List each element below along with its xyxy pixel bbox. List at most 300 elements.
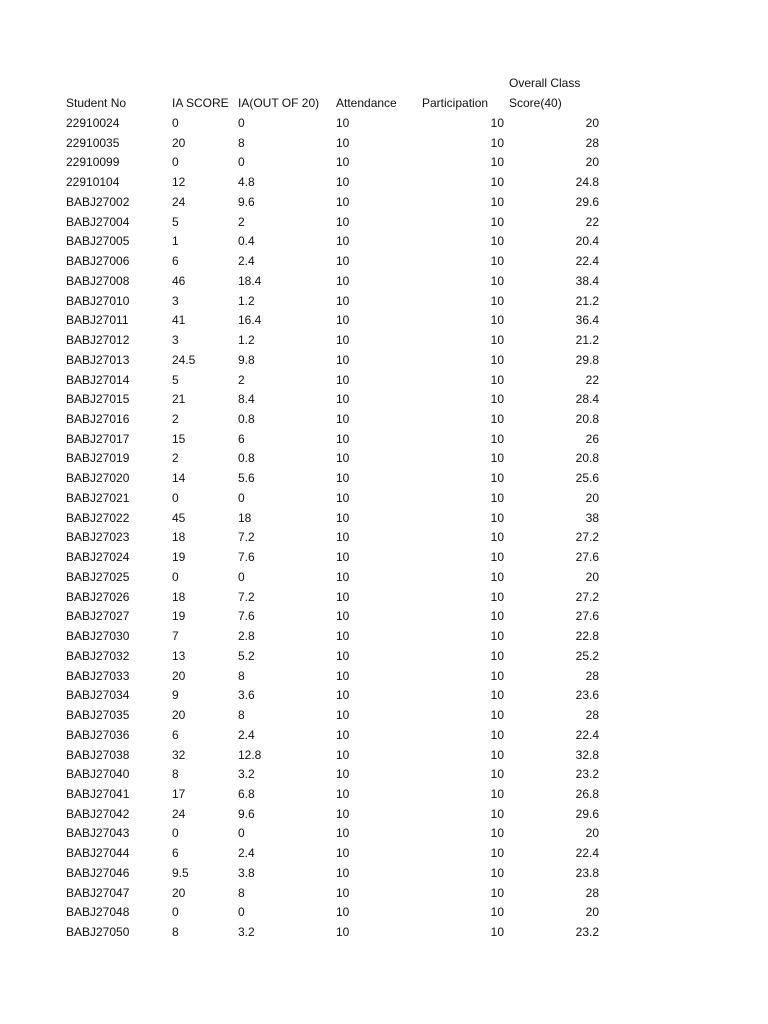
cell-student-no: BABJ27004 [66, 214, 130, 229]
cell-student-no: 22910104 [66, 175, 120, 190]
cell-ia-out-of-20: 2 [238, 372, 245, 387]
cell-ia-out-of-20: 9.6 [238, 194, 255, 209]
cell-attendance: 10 [336, 806, 350, 821]
table-row [66, 371, 626, 391]
table-row [66, 272, 626, 292]
cell-ia-out-of-20: 2.4 [238, 727, 255, 742]
cell-overall-score: 23.2 [575, 767, 599, 782]
cell-student-no: BABJ27040 [66, 767, 130, 782]
table-row [66, 153, 626, 173]
cell-overall-score: 20 [585, 905, 599, 920]
cell-student-no: BABJ27041 [66, 786, 130, 801]
cell-student-no: BABJ27016 [66, 412, 130, 427]
cell-ia-out-of-20: 6 [238, 431, 245, 446]
cell-ia-score: 21 [172, 392, 186, 407]
table-row [66, 686, 626, 706]
cell-ia-score: 0 [172, 826, 179, 841]
cell-ia-out-of-20: 1.2 [238, 293, 255, 308]
cell-attendance: 10 [336, 135, 350, 150]
cell-student-no: BABJ27044 [66, 846, 130, 861]
cell-participation: 10 [490, 510, 504, 525]
table-row [66, 390, 626, 410]
cell-ia-score: 8 [172, 767, 179, 782]
cell-overall-score: 28 [585, 668, 599, 683]
cell-ia-out-of-20: 0 [238, 490, 245, 505]
header-ia-score: IA SCORE [172, 96, 229, 110]
cell-attendance: 10 [336, 392, 350, 407]
table-row [66, 844, 626, 864]
cell-ia-score: 18 [172, 530, 186, 545]
cell-ia-score: 5 [172, 372, 179, 387]
cell-ia-out-of-20: 7.2 [238, 589, 255, 604]
cell-ia-out-of-20: 4.8 [238, 175, 255, 190]
cell-student-no: 22910024 [66, 116, 120, 130]
cell-participation: 10 [490, 273, 504, 288]
cell-attendance: 10 [336, 490, 350, 505]
cell-ia-score: 20 [172, 885, 186, 900]
cell-ia-score: 46 [172, 273, 186, 288]
cell-ia-score: 3 [172, 293, 179, 308]
table-row [66, 746, 626, 766]
cell-attendance: 10 [336, 865, 350, 880]
header-attendance: Attendance [336, 96, 397, 110]
cell-attendance: 10 [336, 629, 350, 644]
cell-overall-score: 26 [585, 431, 599, 446]
cell-attendance: 10 [336, 451, 350, 466]
cell-ia-score: 5 [172, 214, 179, 229]
cell-student-no: BABJ27042 [66, 806, 130, 821]
cell-attendance: 10 [336, 846, 350, 861]
cell-ia-score: 1 [172, 234, 179, 249]
cell-participation: 10 [490, 333, 504, 348]
cell-attendance: 10 [336, 885, 350, 900]
table-row [66, 292, 626, 312]
table-row [66, 509, 626, 529]
cell-student-no: BABJ27043 [66, 826, 130, 841]
cell-overall-score: 22 [585, 372, 599, 387]
table-body [66, 114, 626, 943]
table-row [66, 568, 626, 588]
table-row [66, 252, 626, 272]
cell-overall-score: 22.4 [575, 254, 599, 269]
cell-participation: 10 [490, 490, 504, 505]
cell-attendance: 10 [336, 747, 350, 762]
cell-participation: 10 [490, 431, 504, 446]
cell-ia-out-of-20: 0 [238, 569, 245, 584]
cell-student-no: BABJ27010 [66, 293, 130, 308]
cell-student-no: BABJ27021 [66, 490, 130, 505]
cell-ia-score: 12 [172, 175, 186, 190]
cell-attendance: 10 [336, 668, 350, 683]
cell-overall-score: 27.6 [575, 609, 599, 624]
cell-participation: 10 [490, 116, 504, 130]
cell-attendance: 10 [336, 708, 350, 723]
cell-student-no: BABJ27027 [66, 609, 130, 624]
cell-participation: 10 [490, 885, 504, 900]
table-row [66, 114, 626, 134]
table-row [66, 864, 626, 884]
cell-ia-score: 45 [172, 510, 186, 525]
table-row [66, 726, 626, 746]
cell-attendance: 10 [336, 155, 350, 170]
cell-ia-out-of-20: 0.8 [238, 451, 255, 466]
cell-overall-score: 20 [585, 490, 599, 505]
cell-participation: 10 [490, 293, 504, 308]
table-row [66, 627, 626, 647]
cell-ia-out-of-20: 1.2 [238, 333, 255, 348]
cell-participation: 10 [490, 806, 504, 821]
cell-overall-score: 22 [585, 214, 599, 229]
table-row [66, 607, 626, 627]
cell-overall-score: 29.6 [575, 806, 599, 821]
cell-overall-score: 38.4 [575, 273, 599, 288]
cell-overall-score: 32.8 [575, 747, 599, 762]
cell-participation: 10 [490, 767, 504, 782]
cell-attendance: 10 [336, 589, 350, 604]
cell-ia-score: 19 [172, 550, 186, 565]
cell-ia-out-of-20: 8.4 [238, 392, 255, 407]
cell-attendance: 10 [336, 530, 350, 545]
cell-overall-score: 20.4 [575, 234, 599, 249]
cell-ia-score: 7 [172, 629, 179, 644]
cell-attendance: 10 [336, 688, 350, 703]
header-participation: Participation [422, 96, 489, 110]
cell-student-no: BABJ27026 [66, 589, 130, 604]
header-overall-class-score [509, 74, 580, 113]
cell-student-no: BABJ27048 [66, 905, 130, 920]
table-row [66, 331, 626, 351]
cell-ia-score: 32 [172, 747, 186, 762]
cell-student-no: BABJ27022 [66, 510, 130, 525]
header-ia-out-of-20: IA(OUT OF 20) [238, 96, 320, 110]
cell-ia-out-of-20: 8 [238, 135, 245, 150]
cell-attendance: 10 [336, 352, 350, 367]
cell-ia-score: 2 [172, 451, 179, 466]
cell-participation: 10 [490, 550, 504, 565]
cell-ia-score: 24.5 [172, 352, 196, 367]
cell-ia-out-of-20: 0 [238, 155, 245, 170]
cell-ia-score: 18 [172, 589, 186, 604]
cell-ia-out-of-20: 3.2 [238, 925, 255, 940]
header-student-no: Student No [66, 96, 127, 110]
cell-participation: 10 [490, 905, 504, 920]
cell-overall-score: 23.6 [575, 688, 599, 703]
cell-ia-score: 24 [172, 194, 186, 209]
cell-ia-score: 14 [172, 471, 186, 486]
cell-overall-score: 29.6 [575, 194, 599, 209]
cell-student-no: BABJ27019 [66, 451, 130, 466]
cell-participation: 10 [490, 569, 504, 584]
cell-ia-out-of-20: 2.4 [238, 254, 255, 269]
cell-participation: 10 [490, 609, 504, 624]
cell-ia-score: 17 [172, 786, 186, 801]
cell-participation: 10 [490, 194, 504, 209]
cell-student-no: BABJ27035 [66, 708, 130, 723]
table-row [66, 193, 626, 213]
cell-ia-out-of-20: 8 [238, 668, 245, 683]
cell-ia-score: 15 [172, 431, 186, 446]
cell-overall-score: 29.8 [575, 352, 599, 367]
table-row [66, 923, 626, 943]
cell-attendance: 10 [336, 767, 350, 782]
cell-ia-out-of-20: 5.2 [238, 648, 255, 663]
cell-participation: 10 [490, 155, 504, 170]
cell-overall-score: 23.8 [575, 865, 599, 880]
cell-student-no: BABJ27002 [66, 194, 130, 209]
table-row [66, 647, 626, 667]
cell-ia-score: 20 [172, 708, 186, 723]
cell-participation: 10 [490, 708, 504, 723]
cell-attendance: 10 [336, 293, 350, 308]
cell-overall-score: 20 [585, 155, 599, 170]
table-row [66, 548, 626, 568]
cell-attendance: 10 [336, 786, 350, 801]
cell-overall-score: 27.2 [575, 530, 599, 545]
cell-ia-out-of-20: 8 [238, 708, 245, 723]
cell-overall-score: 27.6 [575, 550, 599, 565]
cell-participation: 10 [490, 786, 504, 801]
cell-student-no: BABJ27024 [66, 550, 130, 565]
cell-participation: 10 [490, 214, 504, 229]
table-row [66, 213, 626, 233]
cell-attendance: 10 [336, 194, 350, 209]
cell-participation: 10 [490, 412, 504, 427]
cell-overall-score: 21.2 [575, 333, 599, 348]
cell-student-no: BABJ27038 [66, 747, 130, 762]
cell-attendance: 10 [336, 431, 350, 446]
cell-overall-score: 20 [585, 826, 599, 841]
cell-ia-out-of-20: 7.6 [238, 550, 255, 565]
cell-student-no: BABJ27030 [66, 629, 130, 644]
cell-ia-out-of-20: 8 [238, 885, 245, 900]
table-row [66, 489, 626, 509]
table-row [66, 884, 626, 904]
cell-ia-out-of-20: 9.6 [238, 806, 255, 821]
cell-attendance: 10 [336, 333, 350, 348]
cell-attendance: 10 [336, 727, 350, 742]
cell-ia-out-of-20: 9.8 [238, 352, 255, 367]
cell-attendance: 10 [336, 234, 350, 249]
cell-ia-out-of-20: 2.8 [238, 629, 255, 644]
cell-student-no: BABJ27036 [66, 727, 130, 742]
cell-ia-out-of-20: 0.4 [238, 234, 255, 249]
cell-student-no: BABJ27005 [66, 234, 130, 249]
cell-participation: 10 [490, 747, 504, 762]
cell-overall-score: 28 [585, 708, 599, 723]
cell-participation: 10 [490, 175, 504, 190]
cell-ia-score: 13 [172, 648, 186, 663]
cell-overall-score: 36.4 [575, 313, 599, 328]
cell-attendance: 10 [336, 826, 350, 841]
cell-overall-score: 23.2 [575, 925, 599, 940]
cell-ia-score: 0 [172, 155, 179, 170]
cell-participation: 10 [490, 372, 504, 387]
cell-ia-out-of-20: 5.6 [238, 471, 255, 486]
cell-overall-score: 22.4 [575, 846, 599, 861]
cell-ia-score: 20 [172, 135, 186, 150]
cell-ia-score: 6 [172, 254, 179, 269]
cell-student-no: BABJ27020 [66, 471, 130, 486]
cell-ia-out-of-20: 3.6 [238, 688, 255, 703]
table-row [66, 667, 626, 687]
cell-overall-score: 27.2 [575, 589, 599, 604]
cell-participation: 10 [490, 865, 504, 880]
cell-ia-score: 20 [172, 668, 186, 683]
cell-participation: 10 [490, 352, 504, 367]
cell-ia-out-of-20: 12.8 [238, 747, 262, 762]
table-row [66, 311, 626, 331]
cell-overall-score: 26.8 [575, 786, 599, 801]
cell-student-no: BABJ27023 [66, 530, 130, 545]
cell-participation: 10 [490, 451, 504, 466]
cell-overall-score: 22.8 [575, 629, 599, 644]
cell-ia-score: 24 [172, 806, 186, 821]
cell-participation: 10 [490, 688, 504, 703]
cell-overall-score: 25.2 [575, 648, 599, 663]
table-row [66, 134, 626, 154]
cell-ia-score: 0 [172, 905, 179, 920]
cell-participation: 10 [490, 589, 504, 604]
cell-ia-score: 2 [172, 412, 179, 427]
table-row [66, 706, 626, 726]
cell-attendance: 10 [336, 905, 350, 920]
cell-ia-out-of-20: 7.2 [238, 530, 255, 545]
cell-attendance: 10 [336, 372, 350, 387]
cell-student-no: BABJ27017 [66, 431, 130, 446]
cell-ia-score: 8 [172, 925, 179, 940]
cell-overall-score: 28 [585, 885, 599, 900]
table-row [66, 430, 626, 450]
cell-ia-score: 9.5 [172, 865, 189, 880]
cell-participation: 10 [490, 471, 504, 486]
cell-student-no: BABJ27047 [66, 885, 130, 900]
cell-ia-out-of-20: 7.6 [238, 609, 255, 624]
cell-overall-score: 20 [585, 569, 599, 584]
cell-overall-score: 38 [585, 510, 599, 525]
cell-attendance: 10 [336, 609, 350, 624]
cell-overall-score: 21.2 [575, 293, 599, 308]
header-overall-line-1: Overall Class [509, 76, 581, 90]
cell-attendance: 10 [336, 550, 350, 565]
cell-participation: 10 [490, 313, 504, 328]
cell-ia-score: 0 [172, 569, 179, 584]
table-header-row [66, 74, 626, 114]
cell-student-no: BABJ27034 [66, 688, 130, 703]
cell-ia-out-of-20: 0 [238, 116, 245, 130]
cell-student-no: BABJ27008 [66, 273, 130, 288]
table-row [66, 765, 626, 785]
cell-student-no: BABJ27032 [66, 648, 130, 663]
cell-participation: 10 [490, 846, 504, 861]
header-overall-line-2: Score(40) [509, 95, 562, 110]
cell-ia-out-of-20: 6.8 [238, 786, 255, 801]
cell-ia-score: 3 [172, 333, 179, 348]
cell-ia-out-of-20: 2.4 [238, 846, 255, 861]
cell-ia-score: 41 [172, 313, 186, 328]
cell-ia-score: 0 [172, 490, 179, 505]
cell-participation: 10 [490, 668, 504, 683]
cell-participation: 10 [490, 234, 504, 249]
cell-attendance: 10 [336, 510, 350, 525]
cell-ia-score: 9 [172, 688, 179, 703]
cell-overall-score: 28.4 [575, 392, 599, 407]
cell-participation: 10 [490, 135, 504, 150]
cell-ia-score: 6 [172, 846, 179, 861]
table-row [66, 528, 626, 548]
table-row [66, 351, 626, 371]
score-table [66, 74, 626, 943]
cell-ia-out-of-20: 2 [238, 214, 245, 229]
cell-student-no: BABJ27012 [66, 333, 130, 348]
cell-attendance: 10 [336, 569, 350, 584]
cell-participation: 10 [490, 530, 504, 545]
cell-participation: 10 [490, 648, 504, 663]
cell-ia-out-of-20: 0.8 [238, 412, 255, 427]
cell-attendance: 10 [336, 254, 350, 269]
cell-attendance: 10 [336, 648, 350, 663]
cell-participation: 10 [490, 392, 504, 407]
cell-student-no: BABJ27014 [66, 372, 130, 387]
cell-participation: 10 [490, 254, 504, 269]
cell-attendance: 10 [336, 471, 350, 486]
table-row [66, 805, 626, 825]
cell-student-no: BABJ27015 [66, 392, 130, 407]
cell-attendance: 10 [336, 175, 350, 190]
table-row [66, 449, 626, 469]
table-row [66, 785, 626, 805]
cell-participation: 10 [490, 727, 504, 742]
cell-ia-out-of-20: 18 [238, 510, 252, 525]
cell-participation: 10 [490, 826, 504, 841]
cell-overall-score: 20 [585, 116, 599, 130]
cell-student-no: BABJ27006 [66, 254, 130, 269]
cell-attendance: 10 [336, 925, 350, 940]
cell-overall-score: 22.4 [575, 727, 599, 742]
cell-overall-score: 28 [585, 135, 599, 150]
cell-ia-out-of-20: 0 [238, 905, 245, 920]
table-row [66, 173, 626, 193]
cell-student-no: BABJ27011 [66, 313, 129, 328]
cell-student-no: BABJ27013 [66, 352, 130, 367]
cell-student-no: 22910099 [66, 155, 120, 170]
cell-ia-out-of-20: 3.2 [238, 767, 255, 782]
cell-overall-score: 25.6 [575, 471, 599, 486]
cell-student-no: BABJ27033 [66, 668, 130, 683]
table-row [66, 232, 626, 252]
cell-overall-score: 20.8 [575, 412, 599, 427]
cell-attendance: 10 [336, 116, 350, 130]
cell-ia-out-of-20: 18.4 [238, 273, 262, 288]
table-row [66, 824, 626, 844]
cell-overall-score: 20.8 [575, 451, 599, 466]
table-row [66, 469, 626, 489]
cell-student-no: BABJ27025 [66, 569, 130, 584]
cell-ia-score: 0 [172, 116, 179, 130]
cell-student-no: 22910035 [66, 135, 120, 150]
cell-ia-out-of-20: 16.4 [238, 313, 262, 328]
table-row [66, 903, 626, 923]
cell-overall-score: 24.8 [575, 175, 599, 190]
cell-ia-out-of-20: 0 [238, 826, 245, 841]
table-row [66, 588, 626, 608]
cell-student-no: BABJ27046 [66, 865, 130, 880]
cell-participation: 10 [490, 629, 504, 644]
cell-attendance: 10 [336, 412, 350, 427]
cell-ia-score: 6 [172, 727, 179, 742]
cell-ia-score: 19 [172, 609, 186, 624]
table-row [66, 410, 626, 430]
cell-student-no: BABJ27050 [66, 925, 130, 940]
